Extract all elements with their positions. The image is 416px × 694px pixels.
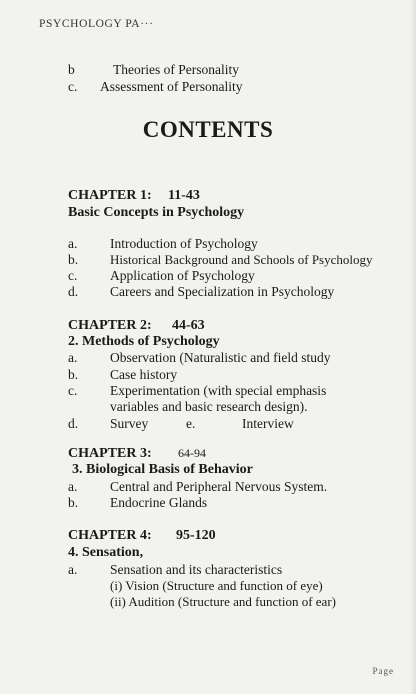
list-item: Observation (Naturalistic and field study — [110, 350, 331, 365]
list-marker: b. — [68, 495, 79, 510]
list-item-sub: (ii) Audition (Structure and function of ear) — [110, 594, 336, 609]
chapter-pages: 11-43 — [168, 188, 200, 203]
list-item: Assessment of Personality — [100, 79, 243, 94]
chapter-heading: CHAPTER 4: — [68, 528, 152, 543]
list-item: Historical Background and Schools of Psychology — [110, 252, 373, 267]
chapter-heading: CHAPTER 3: — [68, 446, 152, 461]
list-item: Central and Peripheral Nervous System. — [110, 479, 328, 494]
list-marker: c. — [68, 383, 78, 398]
chapter-heading: CHAPTER 2: — [68, 318, 152, 333]
list-marker: e. — [186, 416, 196, 431]
list-item: Sensation and its characteristics — [110, 562, 283, 577]
chapter-pages: 44-63 — [172, 318, 205, 333]
chapter-heading: CHAPTER 1: — [68, 188, 152, 203]
running-head: PSYCHOLOGY PA··· — [39, 18, 154, 30]
list-item: Experimentation (with special emphasis — [110, 383, 327, 398]
list-marker: a. — [68, 236, 78, 251]
chapter-pages: 95-120 — [176, 528, 216, 543]
list-item: Endocrine Glands — [110, 495, 208, 510]
list-marker: c. — [68, 268, 78, 283]
page-edge-shadow — [410, 0, 416, 694]
list-marker: a. — [68, 350, 78, 365]
chapter-subtitle: 4. Sensation, — [68, 545, 144, 560]
chapter-subtitle: 2. Methods of Psychology — [68, 334, 220, 349]
list-marker: d. — [68, 284, 79, 299]
list-marker: a. — [68, 562, 78, 577]
chapter-pages: 64-94 — [178, 446, 206, 460]
list-item: Survey — [110, 416, 149, 431]
chapter-subtitle: Basic Concepts in Psychology — [68, 205, 245, 220]
list-item: Case history — [110, 367, 178, 382]
list-marker: d. — [68, 416, 79, 431]
list-item-sub: (i) Vision (Structure and function of eye) — [110, 578, 323, 593]
list-item: Application of Psychology — [110, 268, 255, 283]
page-footer: Page — [372, 666, 394, 676]
list-marker: b. — [68, 367, 79, 382]
list-marker: c. — [68, 79, 78, 94]
list-item: Careers and Specialization in Psychology — [110, 284, 335, 299]
list-item: Introduction of Psychology — [110, 236, 258, 251]
list-marker: b — [68, 62, 75, 77]
list-item-continuation: variables and basic research design). — [110, 399, 308, 414]
chapter-subtitle: 3. Biological Basis of Behavior — [72, 462, 253, 477]
list-item: Interview — [242, 416, 294, 431]
list-marker: a. — [68, 479, 78, 494]
page-title: CONTENTS — [142, 117, 274, 142]
list-marker: b. — [68, 252, 79, 267]
list-item: Theories of Personality — [113, 62, 239, 77]
